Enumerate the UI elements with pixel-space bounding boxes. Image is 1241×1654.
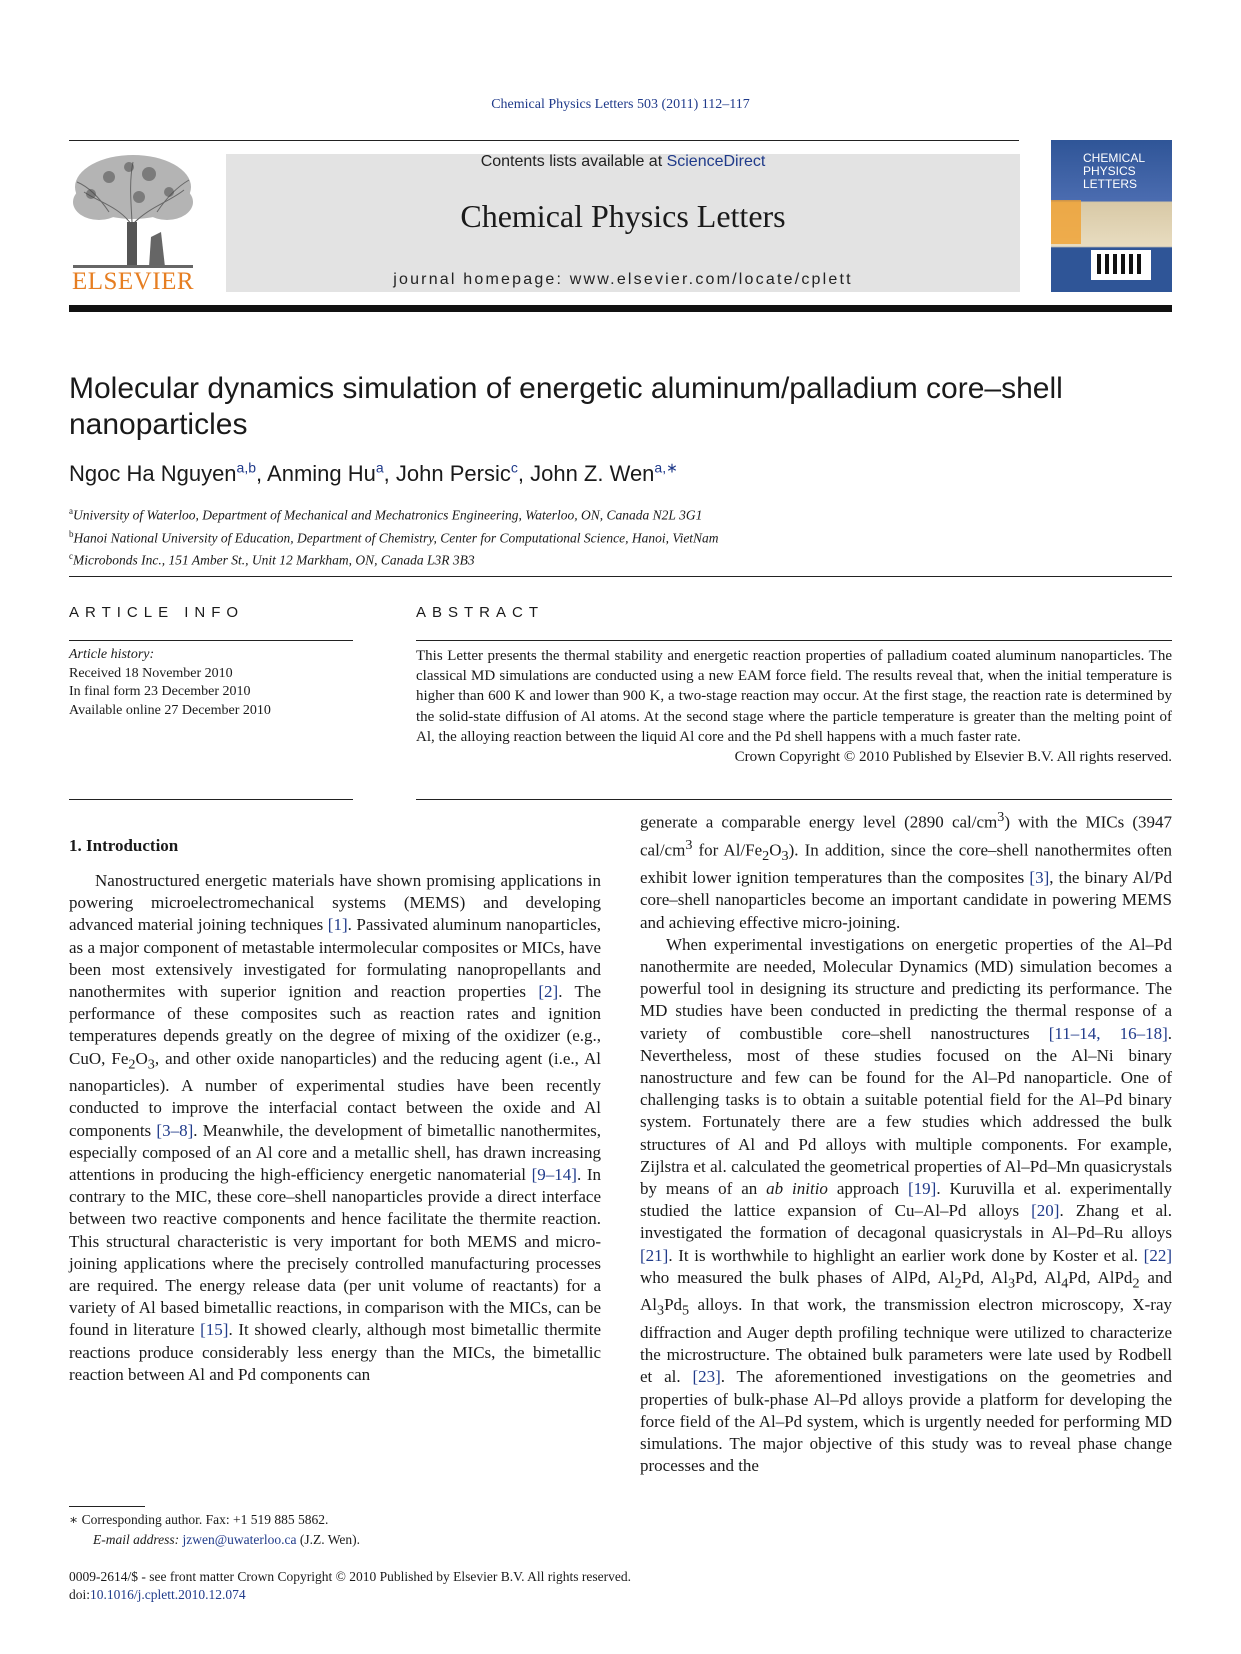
contents-line [226,153,1020,171]
citation-link[interactable]: [3–8] [156,1120,194,1140]
doi-line: doi:10.1016/j.cplett.2010.12.074 [69,1587,246,1602]
history-received: Received 18 November 2010 [69,665,233,681]
divider [69,576,1172,577]
article-history [69,646,353,720]
article-info-heading: ARTICLE INFO [69,604,245,621]
citation-link[interactable]: [21] [640,1245,669,1265]
paragraph: When experimental investigations on energetic properties of the Al–Pd nanothermite are needed, Molecular Dynamics (MD) simulation becomes a powerful tool in designing its structure and predicting its performance. The MD studies have been conducted in predicting the thermal response of a variety of combustible core–shell nanostructures [11–14, 16–18]. Nevertheless, most of these studies focused on the Al–Ni binary nanostructure and few can be found for the Al–Pd nanoparticle. One of challenging tasks is to obtain a suitable potential field for the Al–Pd binary system. Fortunately there are a few studies which addressed the bulk structures of Al and Pd alloys with multiple components. For example, Zijlstra et al. calculated the geometrical properties of Al–Pd–Mn quasicrystals by means of an ab initio approach [19]. Kuruvilla et al. experimentally studied the lattice expansion of Cu–Al–Pd alloys [20]. Zhang et al. investigated the formation of decagonal quasicrystals in Al–Pd–Ru alloys [21]. It is worthwhile to highlight an earlier work done by Koster et al. [22] who measured the bulk phases of AlPd, $Al_2Pd$, $Al_3Pd$, $Al_4Pd$, AlPd$_2$ and $Al_3Pd_5$ alloys. In that work, the transmission electron microscopy, X-ray diffraction and Auger depth profiling technique were utilized to characterize the microstructure. The obtained bulk parameters were late used by Rodbell et al. [23]. The aforementioned investigations on the geometries and properties of bulk-phase Al–Pd alloys provide a platform for developing the force field of the Al–Pd system, which is urgently needed for performing MD simulations. The major objective of this study was to reveal phase change processes and the [640,934,1172,1476]
affiliation-c: $^c$Microbonds Inc., 151 Amber St., Unit 12 Markham, ON, Canada L3R 3B3 [69,551,475,568]
history-online: Available online 27 December 2010 [69,702,271,718]
history-final: In final form 23 December 2010 [69,684,251,699]
paragraph: Nanostructured energetic materials have shown promising applications in powering microelectromechanical systems (MEMS) and developing advanced material joining techniques [1]. Passivated aluminum nanoparticles, as a major component of metastable intermolecular composites or MICs, have been most extensively investigated for formulating nanopropellants and nanothermites with superior ignition and reaction properties [2]. The performance of these composites such as reaction rates and ignition temperatures depends greatly on the degree of mixing of the oxidizer (e.g., CuO, $Fe_2O_3$, and other oxide nanoparticles) and the reducing agent (i.e., Al nanoparticles). A number of experimental studies have been recently conducted to improve the interfacial contact between the oxide and Al components [3–8]. Meanwhile, the development of bimetallic nanothermites, especially composed of an Al core and a metallic shell, has drawn increasing attentions in producing the high-efficiency energetic nanomaterial [9–14]. In contrary to the MIC, these core–shell nanoparticles provide a direct interface between two reactive components and hence facilitate the thermite reaction. This structural characteristic is very important for both MEMS and micro-joining applications where the precisely controlled manufacturing processes are required. The energy release data (per unit volume of reactants) for a variety of Al based bimetallic reactions, in comparison with the MICs, can be found in literature [15]. It showed clearly, although most bimetallic thermite reactions produce considerably less energy than the MICs, the bimetallic reaction between Al and Pd components can [69,871,602,1384]
author-4[interactable]: John Z. Wen$^{a,∗}$ [530,460,678,487]
section-heading: 1. Introduction [69,836,179,855]
citation-link[interactable]: [1] [327,915,348,935]
divider [69,640,353,641]
abstract-copyright: Crown Copyright © 2010 Published by Elsevier B.V. All rights reserved. [734,749,1172,766]
corresponding-author-note: ∗ Corresponding author. Fax: +1 519 885 5862. [69,1512,329,1527]
citation-link[interactable]: [20] [1031,1201,1060,1221]
email-link[interactable]: jzwen@uwaterloo.ca [182,1532,297,1547]
affiliation-a: $^a$University of Waterloo, Department of Mechanical and Mechatronics Engineering, Waterloo, ON, Canada N2L 3G1 [69,506,703,523]
divider [416,640,1172,641]
citation-link[interactable]: [3] [1029,868,1050,888]
body-column-left [69,870,601,1386]
abstract-text: This Letter presents the thermal stability and energetic reaction properties of palladium coated aluminum nanoparticles. The classical MD simulations are conducted using a new EAM force field. The results reveal that, when the initial temperature is higher than 600 K and lower than 900 K, a two-stage reaction may occur. At the first stage, the reaction rate is determined by the solid-state diffusion of Al atoms. At the second stage where the particle temperature is greater than the melting point of Al, the alloying reaction between the liquid Al core and the Pd shell happens with a much faster rate. [416,648,1172,745]
citation-link[interactable]: [15] [200,1320,229,1340]
footnote-rule [69,1506,145,1507]
doi-link[interactable]: 10.1016/j.cplett.2010.12.074 [90,1587,246,1602]
cover-title: CHEMICAL PHYSICS LETTERS [1083,151,1146,191]
paragraph: generate a comparable energy level (2890 cal/$cm^3$) with the MICs (3947 cal/$cm^3$ for $Al/Fe_2O_3$). In addition, since the core–shell nanothermites often exhibit lower ignition temperatures than the composites [3], the binary Al/Pd core–shell nanoparticles become an important candidate in powering MEMS and achieving effective micro-joining. [640,809,1172,932]
affiliations [69,502,1172,570]
journal-title: Chemical Physics Letters [460,198,786,234]
header-thick-rule [69,305,1172,312]
affiliation-b: $^b$Hanoi National University of Education, Department of Chemistry, Center for Computational Science, Hanoi, VietNam [69,528,719,545]
elsevier-wordmark: ELSEVIER [71,268,195,295]
citation-link[interactable]: [19] [908,1178,937,1198]
author-list [69,460,1172,487]
journal-citation[interactable]: Chemical Physics Letters 503 (2011) 112–117 [491,97,750,112]
citation-link[interactable]: [2] [538,982,559,1002]
body-column-right [640,806,1172,1477]
front-matter-line: 0009-2614/$ - see front matter Crown Copyright © 2010 Published by Elsevier B.V. All rights reserved. [69,1569,631,1584]
citation-link[interactable]: [11–14, 16–18] [1048,1023,1168,1043]
journal-cover-image [1051,140,1172,292]
author-3[interactable]: John Persic$^c$, [395,460,531,487]
author-2[interactable]: Anming Hu$^a$, [267,460,396,487]
contents-prefix: Contents lists available at [480,153,667,170]
journal-homepage[interactable]: journal homepage: www.elsevier.com/locate/cplett [393,271,853,288]
citation-link[interactable]: [9–14] [531,1165,577,1185]
citation-link[interactable]: [23] [692,1367,721,1387]
author-1[interactable]: Ngoc Ha Nguyen$^{a,b}$, [69,460,268,487]
divider [416,799,1172,800]
header-rule [69,140,1019,141]
abstract-heading: ABSTRACT [416,604,545,621]
abstract-body [416,646,1172,767]
email-line: E-mail address: jzwen@uwaterloo.ca (J.Z. Wen). [93,1532,361,1547]
history-label: Article history: [69,647,155,662]
divider [69,799,353,800]
citation-link[interactable]: [22] [1143,1245,1172,1265]
front-matter [69,1568,969,1604]
footnote [69,1510,609,1550]
sciencedirect-link[interactable]: ScienceDirect [666,153,766,170]
article-title: Molecular dynamics simulation of energetic aluminum/palladium core–shell nanoparticles [69,372,1063,441]
